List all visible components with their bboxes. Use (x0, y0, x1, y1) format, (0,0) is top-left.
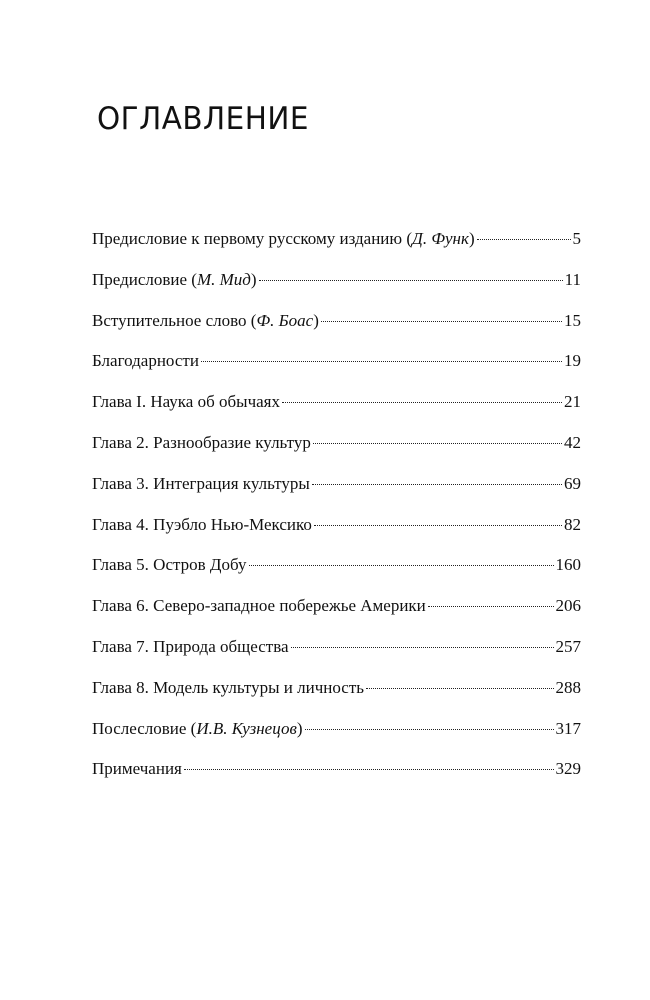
toc-entry-title (92, 512, 312, 538)
toc-entry-label: Глава I. Наука об обычаях (92, 392, 280, 412)
toc-dot-leader (428, 606, 554, 607)
toc-dot-leader (259, 280, 563, 281)
toc-entry[interactable] (92, 756, 581, 797)
toc-entry[interactable] (92, 389, 581, 430)
toc-entry-label: Глава 5. Остров Добу (92, 555, 247, 575)
toc-entry-author: М. Мид (196, 269, 251, 289)
toc-dot-leader (249, 565, 554, 566)
toc-entry[interactable] (92, 512, 581, 553)
toc-entry-page: 329 (555, 759, 581, 779)
toc-dot-leader (313, 443, 562, 444)
toc-dot-leader (282, 402, 562, 403)
toc-entry-title (92, 716, 303, 742)
toc-entry-page: 82 (564, 514, 581, 534)
toc-entry[interactable] (92, 471, 581, 512)
toc-entry[interactable] (92, 348, 581, 389)
toc-entry-label: Глава 7. Природа общества (92, 636, 289, 656)
toc-entry-title (92, 634, 289, 660)
toc-entry-author-wrap: (М. Мид) (187, 269, 257, 289)
toc-dot-leader (305, 729, 554, 730)
table-of-contents (92, 226, 581, 797)
toc-entry[interactable] (92, 634, 581, 675)
toc-entry-label: Предисловие к первому русскому изданию (92, 229, 403, 248)
toc-entry-author: И.В. Кузнецов (196, 718, 297, 738)
page-title: ОГЛАВЛЕНИЕ (97, 101, 309, 137)
toc-dot-leader (184, 769, 554, 770)
toc-entry-title (92, 348, 199, 374)
toc-entry-author: Ф. Боас (256, 310, 314, 330)
toc-entry-page: 15 (564, 310, 581, 330)
toc-entry-author-wrap: (Д. Функ) (402, 229, 475, 248)
toc-entry-author-wrap: (И.В. Кузнецов) (186, 718, 303, 738)
toc-entry-title (92, 756, 182, 782)
toc-entry-page: 11 (564, 269, 581, 289)
toc-entry-page: 5 (572, 229, 581, 248)
toc-entry[interactable] (92, 675, 581, 716)
toc-entry-page: 19 (564, 351, 581, 371)
toc-entry-title (92, 471, 310, 497)
toc-entry-label: Глава 2. Разнообразие культур (92, 432, 311, 452)
toc-entry-title (92, 389, 280, 415)
toc-entry[interactable] (92, 716, 581, 757)
toc-dot-leader (314, 525, 562, 526)
toc-entry-label: Глава 8. Модель культуры и личность (92, 677, 365, 697)
toc-entry-page: 257 (555, 636, 581, 656)
toc-entry-title (92, 308, 319, 334)
toc-entry[interactable] (92, 308, 581, 349)
toc-entry-label: Глава 3. Интеграция культуры (92, 473, 310, 493)
toc-entry-page: 42 (564, 432, 581, 452)
toc-dot-leader (291, 647, 554, 648)
toc-entry-label: Глава 4. Пуэбло Нью-Мексико (92, 514, 312, 534)
toc-entry[interactable] (92, 226, 581, 267)
toc-entry-author: Д. Функ (412, 229, 469, 248)
toc-entry-page: 317 (555, 718, 581, 738)
toc-entry-title (92, 267, 257, 293)
toc-entry[interactable] (92, 430, 581, 471)
toc-dot-leader (201, 361, 562, 362)
toc-entry-label: Предисловие (92, 269, 188, 289)
toc-entry-title (92, 593, 426, 619)
toc-entry-title (92, 430, 311, 456)
toc-entry[interactable] (92, 552, 581, 593)
toc-entry-label: Глава 6. Северо-западное побережье Америки (92, 596, 426, 616)
toc-entry-page: 206 (555, 596, 581, 616)
toc-entry-page: 160 (555, 555, 581, 575)
toc-entry-page: 21 (564, 392, 581, 412)
toc-entry-label: Послесловие (92, 718, 187, 738)
toc-dot-leader (312, 484, 562, 485)
toc-entry-label: Благодарности (92, 351, 199, 371)
toc-entry-label: Примечания (92, 759, 182, 779)
toc-entry[interactable] (92, 267, 581, 308)
toc-entry-page: 69 (564, 473, 581, 493)
toc-dot-leader (321, 321, 562, 322)
toc-dot-leader (477, 239, 571, 240)
toc-entry-title (92, 226, 475, 252)
toc-entry-title (92, 552, 247, 578)
toc-entry-label: Вступительное слово (92, 310, 247, 330)
toc-entry-author-wrap: (Ф. Боас) (246, 310, 319, 330)
toc-entry[interactable] (92, 593, 581, 634)
toc-entry-title (92, 675, 364, 701)
toc-entry-page: 288 (555, 677, 581, 697)
toc-dot-leader (366, 688, 553, 689)
